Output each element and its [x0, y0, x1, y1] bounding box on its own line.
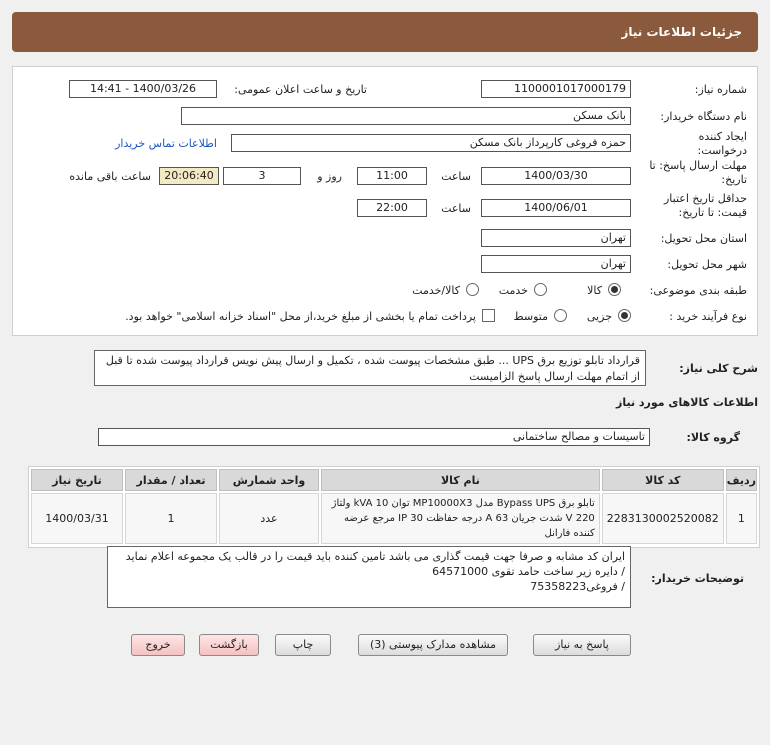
category-radio-goods-service[interactable] — [466, 283, 479, 296]
creator-field: حمزه فروغی کارپرداز بانک مسکن — [231, 134, 631, 152]
deadline-time-field: 11:00 — [357, 167, 427, 185]
buyer-org-label: نام دستگاه خریدار: — [660, 110, 747, 123]
purchase-radio-medium[interactable] — [554, 309, 567, 322]
goods-table-header — [31, 469, 757, 491]
goods-section-title: اطلاعات کالاهای مورد نیاز — [616, 396, 758, 409]
goods-group-label: گروه کالا: — [686, 431, 740, 444]
validity-time-field: 22:00 — [357, 199, 427, 217]
buyer-contact-link[interactable]: اطلاعات تماس خریدار — [115, 137, 217, 150]
validity-date-field: 1400/06/01 — [481, 199, 631, 217]
announce-field: 1400/03/26 - 14:41 — [69, 80, 217, 98]
need-desc-label: شرح کلی نیاز: — [679, 362, 758, 375]
remaining-label: ساعت باقی مانده — [69, 170, 151, 183]
need-desc-box: قرارداد تابلو توزیع برق UPS ... طبق مشخصات پیوست شده ، تکمیل و ارسال پیش نویس قرارداد پیوست شده تا قبل از اتمام مهلت ارسال پاسخ الزامیست — [94, 350, 646, 386]
category-option-goods-service: کالا/خدمت — [412, 284, 460, 297]
need-number-label: شماره نیاز: — [694, 83, 747, 96]
cell-qty: 1 — [125, 493, 217, 544]
goods-table-panel — [28, 466, 760, 548]
buyer-notes-box: ایران کد مشابه و صرفا جهت قیمت گذاری می باشد تامین کننده باید قیمت را در قالب یک مجموعه اعلام نماید / دایره زیر ساخت حامد تقوی 64571000 / فروغی75358223 — [107, 546, 631, 608]
goods-table — [29, 467, 759, 546]
back-button[interactable]: بازگشت — [199, 634, 259, 656]
reply-button[interactable]: پاسخ به نیاز — [533, 634, 631, 656]
col-row: ردیف — [726, 469, 757, 491]
purchase-option-medium: متوسط — [513, 310, 548, 323]
col-qty: تعداد / مقدار — [125, 469, 217, 491]
col-code: کد کالا — [602, 469, 724, 491]
cell-code: 2283130002520082 — [602, 493, 724, 544]
details-panel — [12, 66, 758, 336]
validity-label: حداقل تاریخ اعتبار قیمت: تا تاریخ: — [663, 192, 747, 219]
col-name: نام کالا — [321, 469, 600, 491]
exit-button[interactable]: خروج — [131, 634, 185, 656]
deadline-time-label: ساعت — [441, 170, 471, 183]
col-date: تاریخ نیاز — [31, 469, 123, 491]
deadline-label: مهلت ارسال پاسخ: تا تاریخ: — [649, 159, 747, 186]
days-label: روز و — [317, 170, 342, 183]
print-button[interactable]: چاپ — [275, 634, 331, 656]
province-field: تهران — [481, 229, 631, 247]
deadline-date-field: 1400/03/30 — [481, 167, 631, 185]
city-label: شهر محل تحویل: — [667, 258, 747, 271]
cell-name: تابلو برق Bypass UPS مدل MP10000X3 توان 10 kVA ولتاژ 220 V شدت جریان 63 A درجه حفاظت IP 30 مرجع عرضه کننده فارانل — [321, 493, 600, 544]
category-option-goods: کالا — [587, 284, 602, 297]
payment-note: پرداخت تمام یا بخشی از مبلغ خرید،از محل "اسناد خزانه اسلامی" خواهد بود. — [125, 310, 476, 323]
category-option-service: خدمت — [498, 284, 528, 297]
province-label: استان محل تحویل: — [660, 232, 747, 245]
table-row — [31, 493, 757, 544]
purchase-radio-minor[interactable] — [618, 309, 631, 322]
announce-label: تاریخ و ساعت اعلان عمومی: — [234, 83, 367, 96]
view-attachments-button[interactable]: مشاهده مدارک پیوستی (3) — [358, 634, 508, 656]
category-radio-service[interactable] — [534, 283, 547, 296]
category-radio-goods[interactable] — [608, 283, 621, 296]
purchase-type-label: نوع فرآیند خرید : — [669, 310, 747, 323]
creator-label: ایجاد کننده درخواست: — [697, 130, 747, 157]
days-field: 3 — [223, 167, 301, 185]
city-field: تهران — [481, 255, 631, 273]
category-label: طبقه بندی موضوعی: — [649, 284, 747, 297]
goods-group-field: تاسیسات و مصالح ساختمانی — [98, 428, 650, 446]
cell-date: 1400/03/31 — [31, 493, 123, 544]
buyer-notes-label: توضیحات خریدار: — [651, 572, 744, 585]
page-header — [12, 12, 758, 52]
payment-checkbox[interactable] — [482, 309, 495, 322]
col-unit: واحد شمارش — [219, 469, 319, 491]
remaining-time-field: 20:06:40 — [159, 167, 219, 185]
buyer-org-field: بانک مسکن — [181, 107, 631, 125]
cell-unit: عدد — [219, 493, 319, 544]
page-title: جزئیات اطلاعات نیاز — [621, 25, 742, 39]
cell-row: 1 — [726, 493, 757, 544]
purchase-option-minor: جزیی — [586, 310, 612, 323]
validity-time-label: ساعت — [441, 202, 471, 215]
need-number-field: 1100001017000179 — [481, 80, 631, 98]
